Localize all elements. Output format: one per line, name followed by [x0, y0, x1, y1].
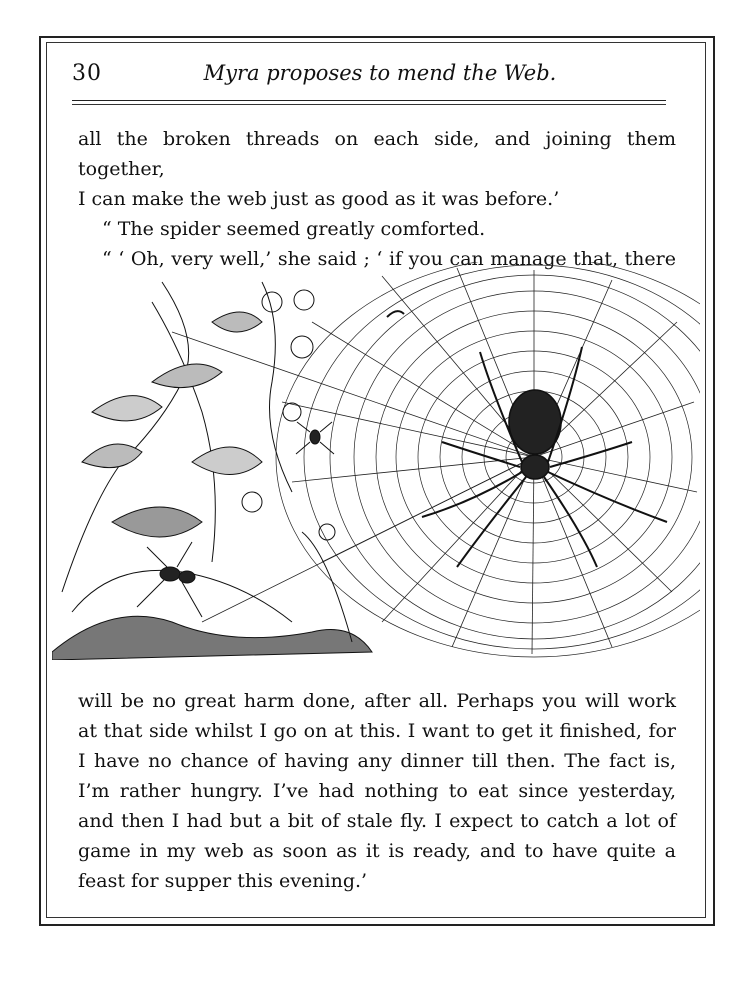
- running-title: Myra proposes to mend the Web.: [203, 61, 557, 85]
- small-spiders: [137, 311, 404, 617]
- paragraph: “ ‘ Oh, very well,’ she said ; ‘ if you can manage that, there: [102, 248, 676, 270]
- foliage: [52, 282, 372, 660]
- web-spirals: [276, 262, 700, 657]
- big-spider: [422, 347, 667, 567]
- text-block-bottom: [78, 686, 676, 896]
- text-line: I can make the web just as good as it was before.’: [78, 188, 560, 210]
- text-line: all the broken threads on each side, and joining them together,: [78, 128, 676, 180]
- spider-web-engraving-icon: [52, 262, 700, 660]
- paragraph: “ The spider seemed greatly comforted.: [102, 218, 486, 240]
- text-block-top: [78, 124, 676, 274]
- page-number: 30: [72, 61, 102, 86]
- header-rule-secondary: [72, 104, 666, 105]
- header-rule: [72, 100, 666, 101]
- paragraph: will be no great harm done, after all. Perhaps you will work at that side whilst I go on at this. I want to get it finished, for I have no chance of having any dinner till then. The fact is, I’m rather hungry. I’ve had nothing to eat since yesterday, and then I had but a bit of stale fly. I expect to catch a lot of game in my web as soon as it is ready, and to have quite a feast for supper this evening.’: [78, 690, 676, 892]
